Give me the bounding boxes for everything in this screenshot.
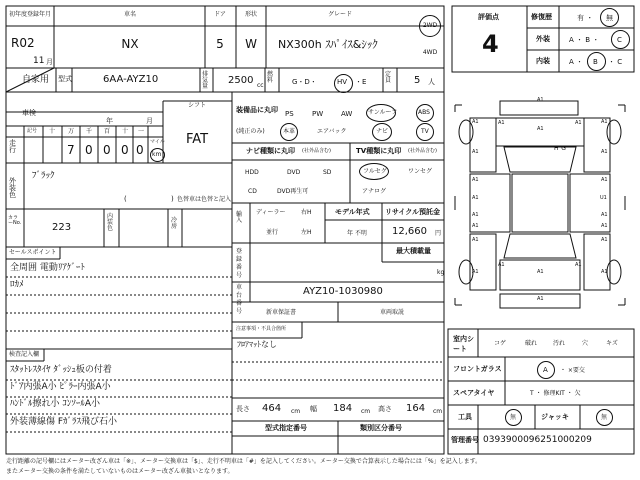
nav-sd: SD (323, 169, 332, 176)
mark-rf-side: A1 (601, 149, 608, 155)
front-glass-label: フロントガラス (453, 365, 502, 373)
mark-lr-fender: A1 (498, 262, 505, 268)
seat-hole: 穴 (582, 340, 589, 347)
km-unit: km (152, 151, 162, 158)
repair-none: 無 (606, 14, 613, 22)
digit-header-3: 千 (86, 128, 93, 135)
class-label: 類別区分番号 (360, 424, 402, 432)
paren-close: ) (171, 195, 174, 203)
mark-r-door: U1 (600, 195, 607, 201)
body-shape: W (245, 37, 257, 51)
score-label: 評価点 (478, 13, 499, 21)
equip-tv: TV (421, 128, 429, 135)
drive-2wd: 2WD (422, 22, 438, 29)
mark-rear-bumper: A1 (537, 296, 544, 302)
height: 164 (406, 403, 426, 414)
mark-lr-wheel: A1 (472, 269, 479, 275)
equip-leather: 本革 (283, 128, 296, 135)
recycle-fee: 12,660 (392, 226, 427, 237)
inspector-line-4: 外装薄線傷 Fｶﾞﾗｽ飛び石小 (10, 417, 118, 427)
color-no: 223 (52, 222, 72, 233)
footer-note-1: 走行距離の記号欄にはメーター改ざん車は「※」、メーター交換車は「$」、走行不明車は「#」を記入してください。メーター交換で合算表示した場合には「%」を記入します。 (6, 458, 482, 465)
equipment-subtitle: (純正のみ) (236, 128, 265, 135)
tv-analog: アナログ (362, 188, 387, 195)
color-no-label: カラーNo. (8, 215, 22, 226)
tool-value: 無 (510, 414, 517, 421)
exterior-value: C (617, 36, 622, 44)
import-label: 輸入 (236, 211, 243, 224)
interior-rest: ・ C (608, 58, 623, 66)
tool-label: 工具 (458, 413, 472, 421)
length: 464 (262, 403, 282, 414)
mark-r-rear-door: A1 (601, 212, 608, 218)
nav-hdd: HDD (245, 169, 259, 176)
inspection-year-unit: 年 (106, 117, 113, 125)
shape-label: 形状 (244, 11, 258, 18)
chassis-label: 車台番号 (236, 284, 243, 315)
model-year: 年 不明 (347, 230, 367, 237)
exterior-options: A ・ B ・ (569, 36, 600, 44)
front-glass-rest: ・ ×要交 (560, 367, 585, 374)
interior-score-label: 内装 (536, 57, 550, 65)
equip-abs: ABS (418, 109, 430, 116)
inspector-line-3: ﾊﾝﾄﾞﾙ擦れ小 ｺﾝｿｰﾙA小 (10, 399, 101, 409)
mark-r-pillar: A1 (601, 177, 608, 183)
mark-l-rear-door: A1 (472, 212, 479, 218)
nav-type-title: ナビ種類に丸印 (246, 147, 295, 155)
digit-header-4: 百 (104, 128, 111, 135)
odo-digit-6: 0 (136, 143, 144, 157)
mark-front-bumper: A1 (537, 97, 544, 103)
new-car-warranty: 新車保証書 (266, 309, 297, 316)
owner-note-label: 注意事項・不具合箇所 (236, 326, 287, 332)
tv-type-sub: (社外品含む) (408, 148, 437, 154)
mark-r-sill: A1 (601, 223, 608, 229)
score-value: 4 (482, 30, 499, 58)
exterior-score-label: 外装 (536, 35, 550, 43)
shift-value: FAT (186, 132, 209, 147)
mark-windshield: H"G (554, 145, 566, 152)
length-unit: cm (291, 408, 301, 415)
kg-unit: kg (437, 269, 445, 276)
digit-header-1: 十 (49, 128, 56, 135)
equip-airbag: エアバック (317, 128, 347, 135)
manage-label: 管理番号 (451, 436, 479, 444)
car-diagram (455, 101, 625, 308)
capacity-label: 定員 (385, 71, 392, 84)
exterior-color: ﾌﾞﾗｯｸ (32, 171, 55, 181)
mark-lf-wheel: A1 (472, 119, 479, 125)
digit-header-6: 一 (138, 128, 145, 135)
nav-type-sub: (社外品含む) (302, 148, 331, 154)
digit-header-0: 記号 (27, 128, 38, 134)
width-unit: cm (361, 408, 371, 415)
mark-trunk: A1 (537, 269, 544, 275)
mark-rr-side: A1 (601, 237, 608, 243)
equip-navi: ナビ (376, 128, 389, 135)
equip-pw: PW (312, 110, 324, 118)
tv-fullseg: フルセグ (363, 168, 387, 175)
grade-label: グレード (327, 11, 353, 18)
grade-value: NX300h ｽﾊﾟｲｽ&ｼｯｸ (278, 38, 378, 51)
mark-rf-wheel: A1 (601, 119, 608, 125)
manage-number: 0393900096251000209 (483, 435, 592, 445)
width: 184 (333, 403, 353, 414)
exterior-color-label: 外装色 (9, 177, 16, 199)
mark-hood: A1 (537, 126, 544, 132)
mark-lf-side: A1 (472, 149, 479, 155)
type-cert-label: 型式指定番号 (265, 424, 307, 432)
mark-lf-fender: A1 (498, 120, 505, 126)
repair-options: 有 ・ (577, 14, 594, 22)
interior-a: A ・ (569, 58, 584, 66)
recycle-label: リサイクル預託金 (385, 208, 441, 216)
fuel-label: 燃料 (267, 71, 274, 84)
model-year-label: モデル年式 (335, 208, 370, 216)
handle-right: 右H (301, 209, 312, 216)
paren-open: ( (124, 195, 127, 203)
mark-l-door: A1 (472, 195, 479, 201)
footer-note-2: またメーター交換の条件を満たしていないものはメーター改ざん車扱いとなります。 (6, 468, 234, 475)
odo-digit-4: 0 (103, 143, 111, 157)
inspection-label: 車検 (22, 109, 36, 117)
nav-cd: CD (248, 188, 257, 195)
repair-label: 修復歴 (531, 13, 552, 21)
cooling-label: 冷房 (171, 217, 178, 230)
tv-type-title: TV種類に丸印 (356, 147, 402, 155)
seat-scratch: キズ (606, 340, 618, 347)
shift-label: シフト (188, 102, 207, 109)
mark-rf-fender: A1 (575, 120, 582, 126)
vehicle-manual: 車両取説 (380, 309, 405, 316)
odo-digit-3: 0 (85, 143, 93, 157)
car-name-label: 車名 (123, 11, 137, 18)
fuel-options: G・D・ (292, 78, 317, 86)
nav-dvd: DVD (287, 169, 301, 176)
chassis-number: AYZ10-1030980 (303, 286, 383, 297)
registration-month: 11 (33, 56, 45, 66)
odo-digit-5: 0 (121, 143, 129, 157)
model-label: 型式 (58, 75, 72, 83)
displacement: 2500 (228, 75, 254, 86)
drive-4wd: 4WD (422, 49, 438, 56)
sales-point-line-1: 全周囲 電動ﾘｱｹﾞｰﾄ (10, 263, 85, 273)
import-dealer: ディーラー (256, 209, 286, 216)
registration-year: R02 (11, 36, 35, 50)
seat-burn: コゲ (494, 340, 507, 347)
import-parallel: 並行 (266, 229, 279, 236)
displacement-label: 排気量 (202, 71, 209, 90)
max-load-label: 最大積載量 (396, 247, 431, 255)
equip-ps: PS (285, 110, 294, 118)
length-label: 長さ (236, 405, 250, 413)
digit-header-5: 十 (122, 128, 129, 135)
equipment-title: 装備品に丸印 (236, 106, 278, 114)
handle-left: 左H (301, 229, 312, 236)
tv-oneseg: ワンセグ (408, 168, 433, 175)
seat-stain: 汚れ (553, 340, 566, 347)
car-name: NX (121, 37, 139, 51)
fuel-rest: ・E (355, 78, 367, 86)
jack-label: ジャッキ (541, 413, 569, 421)
sales-point-label: セールスポイント (9, 249, 57, 256)
door-label: ドア (214, 11, 226, 18)
sales-point-line-2: ﾛｶﾒ (10, 280, 24, 290)
height-label: 高さ (378, 405, 392, 413)
yen-unit: 円 (435, 230, 442, 237)
month-unit: 月 (46, 58, 53, 66)
inspector-line-1: ｽﾀｯﾄﾚｽﾀｲﾔ ﾀﾞｯｼｭ板の付着 (10, 365, 112, 375)
seat-label: 室内シート (453, 335, 474, 353)
color-change-note: 色替車は色替と記入 (177, 196, 232, 203)
mark-rr-wheel: A1 (601, 269, 608, 275)
jack-value: 無 (601, 414, 608, 421)
capacity-unit: 人 (428, 78, 435, 86)
reg-no-label: 登録番号 (236, 248, 243, 279)
height-unit: cm (433, 408, 443, 415)
cc-unit: cc (257, 82, 264, 89)
equip-sunroof: サンルーフ (368, 109, 398, 116)
nav-dvd-playback: DVD再生可 (277, 188, 309, 195)
interior-color-label: 内装色 (107, 213, 114, 232)
odo-digit-2: 7 (67, 143, 75, 157)
mile-label: マイル (150, 139, 165, 145)
mark-l-pillar: A1 (472, 177, 479, 183)
inspector-label: 検査記入欄 (9, 351, 40, 358)
inspector-line-2: ﾄﾞｱ内張A小 ﾋﾟﾗｰ内張A小 (10, 382, 111, 392)
mark-lr-side: A1 (472, 237, 479, 243)
fuel-hv: HV (337, 78, 348, 86)
interior-value: B (593, 58, 598, 66)
digit-header-2: 万 (68, 128, 75, 135)
spare-label: スペアタイヤ (453, 389, 495, 397)
run-label: 走行 (9, 139, 16, 154)
mark-rr-fender: A1 (575, 262, 582, 268)
door-count: 5 (216, 37, 224, 51)
seat-tear: 破れ (525, 340, 538, 347)
usage-type: 自家用 (22, 75, 50, 85)
equip-aw: AW (341, 110, 353, 118)
first-registration-label: 初年度登録年月 (9, 11, 52, 18)
spare-items: T ・ 修理KIT ・ 欠 (530, 390, 581, 397)
front-glass-value: A (543, 366, 548, 374)
mark-l-sill: A1 (472, 223, 479, 229)
model-code: 6AA-AYZ10 (103, 74, 159, 85)
owner-note: ﾌﾛｱﾏｯﾄなし (237, 340, 277, 349)
inspection-month-unit: 月 (146, 117, 153, 125)
width-label: 幅 (310, 405, 317, 413)
capacity: 5 (414, 75, 421, 86)
